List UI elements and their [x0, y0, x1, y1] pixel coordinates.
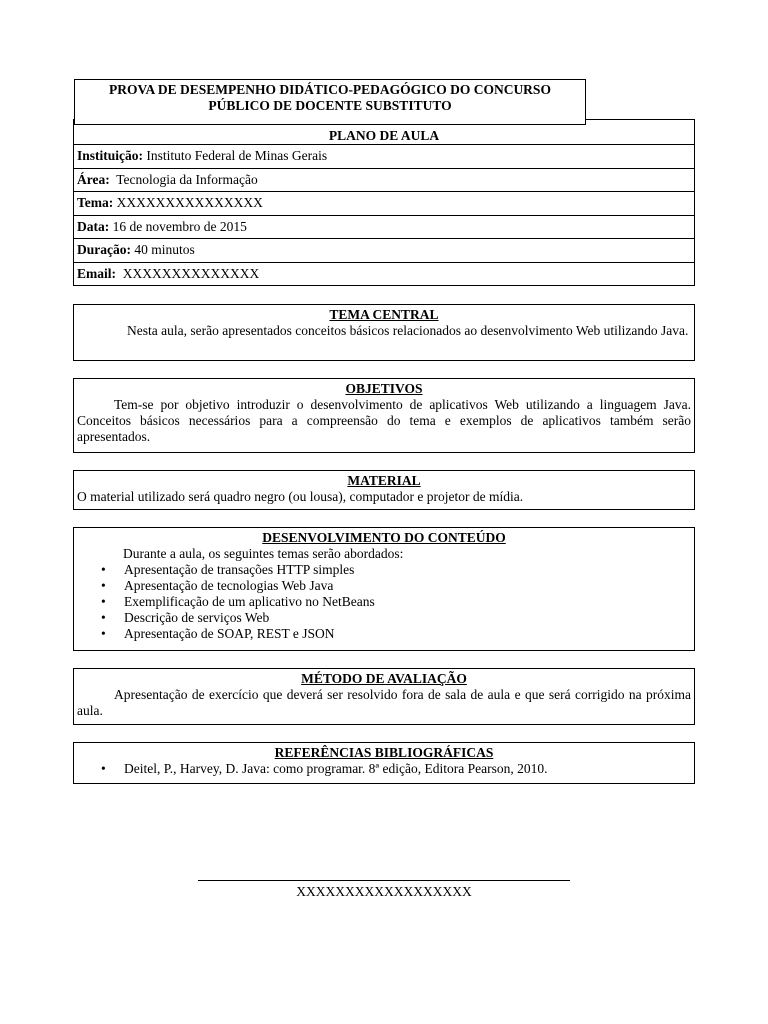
plan-row-data [74, 215, 695, 239]
lesson-plan-table [73, 119, 695, 286]
reference-list [77, 761, 691, 777]
bullet-icon: • [101, 610, 106, 625]
topic-list [77, 562, 691, 642]
bullet-icon: • [101, 594, 106, 609]
bullet-icon: • [101, 761, 106, 776]
section-text: Apresentação de exercício que deverá ser resolvido fora de sala de aula e que será corrigido na próxima aula. [77, 687, 691, 718]
section-heading: OBJETIVOS [345, 381, 423, 396]
section-heading: DESENVOLVIMENTO DO CONTEÚDO [262, 530, 506, 545]
signature-line [198, 880, 570, 881]
signature-name: XXXXXXXXXXXXXXXXXX [296, 884, 472, 899]
bullet-icon: • [101, 626, 106, 641]
plan-row-email [74, 262, 695, 286]
exam-title-line1: PROVA DE DESEMPENHO DIDÁTICO-PEDAGÓGICO DO CONCURSO [109, 82, 551, 97]
bullet-icon: • [101, 562, 106, 577]
section-text: Nesta aula, serão apresentados conceitos básicos relacionados ao desenvolvimento Web utilizando Java. [127, 323, 689, 338]
plan-value: XXXXXXXXXXXXXXX [113, 195, 263, 211]
exam-title-box [74, 79, 586, 125]
objetivos-section [73, 378, 695, 453]
plan-value: Tecnologia da Informação [109, 171, 258, 187]
plan-value: 16 de novembro de 2015 [109, 218, 247, 234]
section-heading: MATERIAL [347, 473, 421, 488]
plan-value: XXXXXXXXXXXXXX [116, 265, 260, 281]
plan-row-tema [74, 192, 695, 216]
list-item: • Exemplificação de um aplicativo no NetBeans [101, 594, 375, 609]
exam-title-line2: PÚBLICO DE DOCENTE SUBSTITUTO [208, 98, 452, 113]
plan-heading: PLANO DE AULA [74, 120, 695, 145]
desenvolvimento-section [73, 527, 695, 651]
section-text: Tem-se por objetivo introduzir o desenvolvimento de aplicativos Web utilizando a linguagem Java. Conceitos básicos necessários para a compreensão do tema e exemplos de aplicativos também serão apresentados. [77, 397, 691, 444]
plan-label: Data: [77, 218, 110, 234]
plan-value: 40 minutos [131, 242, 195, 258]
plan-label: Duração: [77, 242, 131, 258]
referencias-section [73, 742, 695, 784]
list-item: • Apresentação de tecnologias Web Java [101, 578, 334, 593]
list-item: • Apresentação de SOAP, REST e JSON [101, 626, 335, 641]
section-heading: TEMA CENTRAL [329, 307, 439, 322]
plan-row-duracao [74, 239, 695, 263]
plan-label: Email: [77, 265, 116, 281]
avaliacao-section [73, 668, 695, 725]
list-item: • Apresentação de transações HTTP simples [101, 562, 355, 577]
list-item: • Descrição de serviços Web [101, 610, 270, 625]
section-heading: MÉTODO DE AVALIAÇÃO [301, 671, 467, 686]
section-intro: Durante a aula, os seguintes temas serão abordados: [123, 546, 404, 561]
plan-label: Área: [77, 171, 110, 187]
plan-row-instituicao [74, 145, 695, 169]
plan-label: Tema: [77, 195, 114, 211]
plan-row-area [74, 168, 695, 192]
plan-label: Instituição: [77, 148, 144, 164]
tema-central-section [73, 304, 695, 361]
material-section [73, 470, 695, 510]
section-heading: REFERÊNCIAS BIBLIOGRÁFICAS [274, 745, 494, 760]
bullet-icon: • [101, 578, 106, 593]
section-text: O material utilizado será quadro negro (ou lousa), computador e projetor de mídia. [77, 489, 524, 504]
plan-value: Instituto Federal de Minas Gerais [143, 148, 328, 164]
list-item: • Deitel, P., Harvey, D. Java: como programar. 8ª edição, Editora Pearson, 2010. [101, 761, 548, 776]
